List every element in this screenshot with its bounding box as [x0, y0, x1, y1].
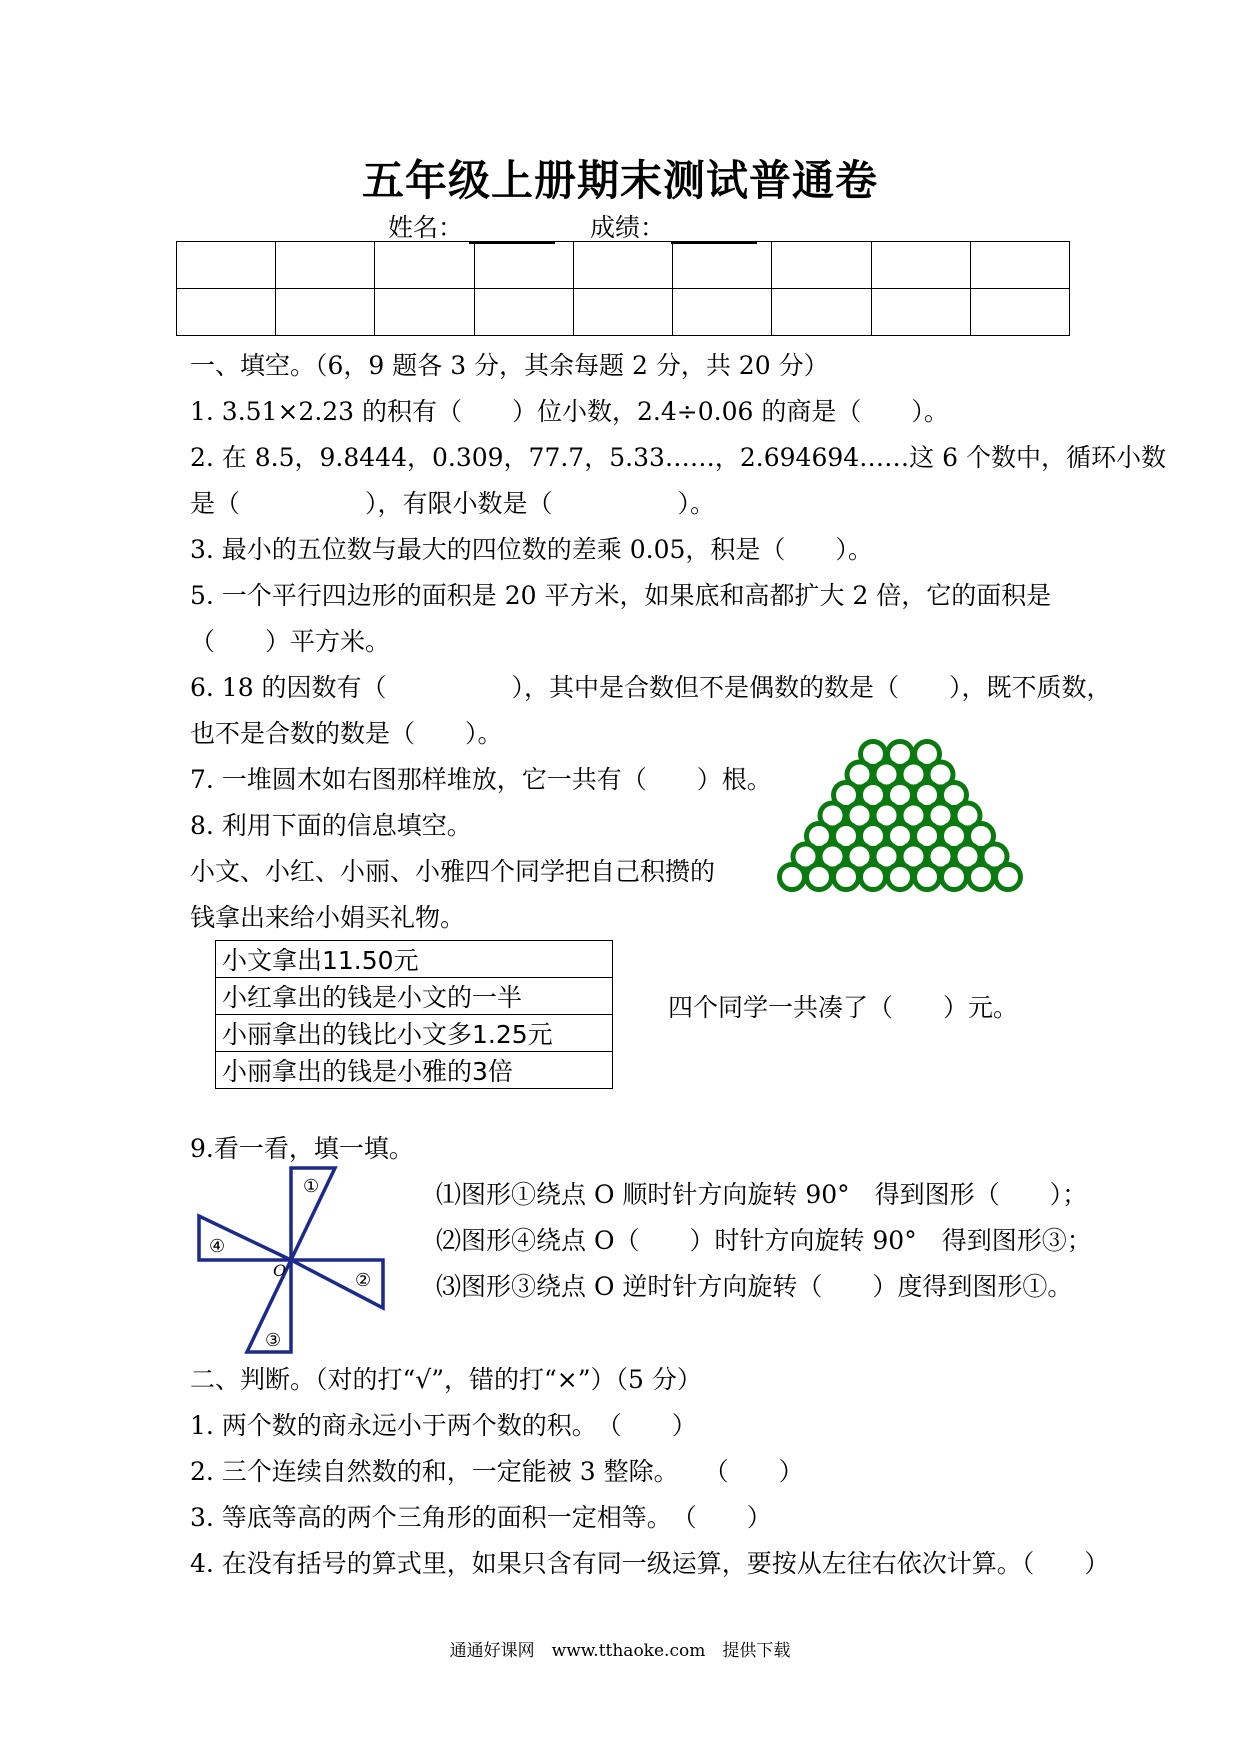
log — [807, 865, 832, 890]
info-cell: 小文拿出11.50元 — [216, 941, 613, 978]
score-cell — [177, 242, 276, 289]
score-cell — [375, 289, 474, 336]
log — [861, 865, 886, 890]
info-row — [216, 1052, 613, 1089]
question-6-line2: 也不是合数的数是（ ）。 — [190, 719, 503, 748]
label-4: ④ — [209, 1236, 226, 1257]
question-9: 9.看一看，填一填。 — [190, 1134, 414, 1163]
score-field — [590, 208, 757, 244]
judge-question-1: 1. 两个数的商永远小于两个数的积。 （ ） — [190, 1411, 697, 1440]
score-cell — [276, 242, 375, 289]
score-cell — [871, 242, 970, 289]
score-cell — [673, 289, 772, 336]
info-row — [216, 1015, 613, 1052]
section2-heading: 二、判断。（对的打“√”，错的打“×”）（5 分） — [190, 1365, 702, 1394]
point-o-label: O — [273, 1261, 287, 1280]
label-1: ① — [303, 1176, 320, 1197]
question-2-line2: 是（ ），有限小数是（ ）。 — [190, 489, 716, 518]
score-cell — [474, 289, 573, 336]
question-9-part2: ⑵图形④绕点 O（ ）时针方向旋转 90° 得到图形③； — [436, 1226, 1092, 1255]
question-5-line2: （ ）平方米。 — [190, 627, 391, 656]
question-2-line1: 2. 在 8.5，9.8444，0.309，77.7，5.33……，2.694694……这 6 个数中，循环小数 — [190, 443, 1166, 472]
log — [888, 865, 913, 890]
question-9-part3: ⑶图形③绕点 O 逆时针方向旋转（ ）度得到图形①。 — [436, 1272, 1073, 1301]
question-6-line1: 6. 18 的因数有（ ），其中是合数但不是偶数的数是（ ），既不质数， — [190, 673, 1112, 702]
log — [780, 865, 805, 890]
log — [969, 865, 994, 890]
judge-question-2: 2. 三个连续自然数的和，一定能被 3 整除。 （ ） — [190, 1457, 804, 1486]
log — [915, 865, 940, 890]
name-field — [388, 208, 555, 244]
name-label: 姓名： — [388, 213, 464, 242]
judge-question-4: 4. 在没有括号的算式里，如果只含有同一级运算，要按从左往右依次计算。（ ） — [190, 1549, 1110, 1578]
question-8-text-line1: 小文、小红、小丽、小雅四个同学把自己积攒的 — [190, 857, 716, 886]
rotation-shapes — [199, 1168, 383, 1352]
log — [834, 865, 859, 890]
score-cell — [573, 242, 672, 289]
info-row — [216, 941, 613, 978]
question-9-part1: ⑴图形①绕点 O 顺时针方向旋转 90° 得到图形（ ）； — [436, 1180, 1088, 1209]
score-cell — [673, 242, 772, 289]
log — [996, 865, 1021, 890]
question-7: 7. 一堆圆木如右图那样堆放，它一共有（ ）根。 — [190, 765, 772, 794]
score-cell — [276, 289, 375, 336]
score-grid-row — [177, 289, 1070, 336]
log-pile — [780, 742, 1021, 890]
info-cell: 小丽拿出的钱比小文多1.25元 — [216, 1015, 613, 1052]
question-3: 3. 最小的五位数与最大的四位数的差乘 0.05，积是（ ）。 — [190, 535, 873, 564]
label-3: ③ — [265, 1330, 282, 1351]
score-cell — [871, 289, 970, 336]
info-cell: 小丽拿出的钱是小雅的3倍 — [216, 1052, 613, 1089]
info-row — [216, 978, 613, 1015]
footer-credit: 通通好课网 www.tthaoke.com 提供下载 — [449, 1641, 791, 1661]
exam-title: 五年级上册期末测试普通卷 — [361, 156, 878, 205]
question-5-line1: 5. 一个平行四边形的面积是 20 平方米，如果底和高都扩大 2 倍，它的面积是 — [190, 581, 1052, 610]
score-label: 成绩： — [590, 213, 666, 242]
log-pile-figure — [770, 725, 1030, 895]
score-cell — [970, 289, 1069, 336]
question-1: 1. 3.51×2.23 的积有（ ）位小数，2.4÷0.06 的商是（ ）。 — [190, 397, 949, 426]
info-table — [215, 940, 613, 1089]
info-cell: 小红拿出的钱是小文的一半 — [216, 978, 613, 1015]
question-8: 8. 利用下面的信息填空。 — [190, 811, 472, 840]
question-8-text-line2: 钱拿出来给小娟买礼物。 — [190, 903, 466, 932]
log — [942, 865, 967, 890]
score-cell — [474, 242, 573, 289]
score-grid — [176, 241, 1070, 336]
score-cell — [573, 289, 672, 336]
score-cell — [772, 242, 871, 289]
score-cell — [375, 242, 474, 289]
score-cell — [177, 289, 276, 336]
score-cell — [970, 242, 1069, 289]
question-8-answer: 四个同学一共凑了（ ）元。 — [668, 993, 1019, 1022]
score-grid-row — [177, 242, 1070, 289]
section1-heading: 一、填空。（6，9 题各 3 分，其余每题 2 分，共 20 分） — [190, 351, 829, 380]
rotation-figure — [195, 1160, 395, 1360]
judge-question-3: 3. 等底等高的两个三角形的面积一定相等。 （ ） — [190, 1503, 772, 1532]
label-2: ② — [355, 1270, 372, 1291]
score-cell — [772, 289, 871, 336]
